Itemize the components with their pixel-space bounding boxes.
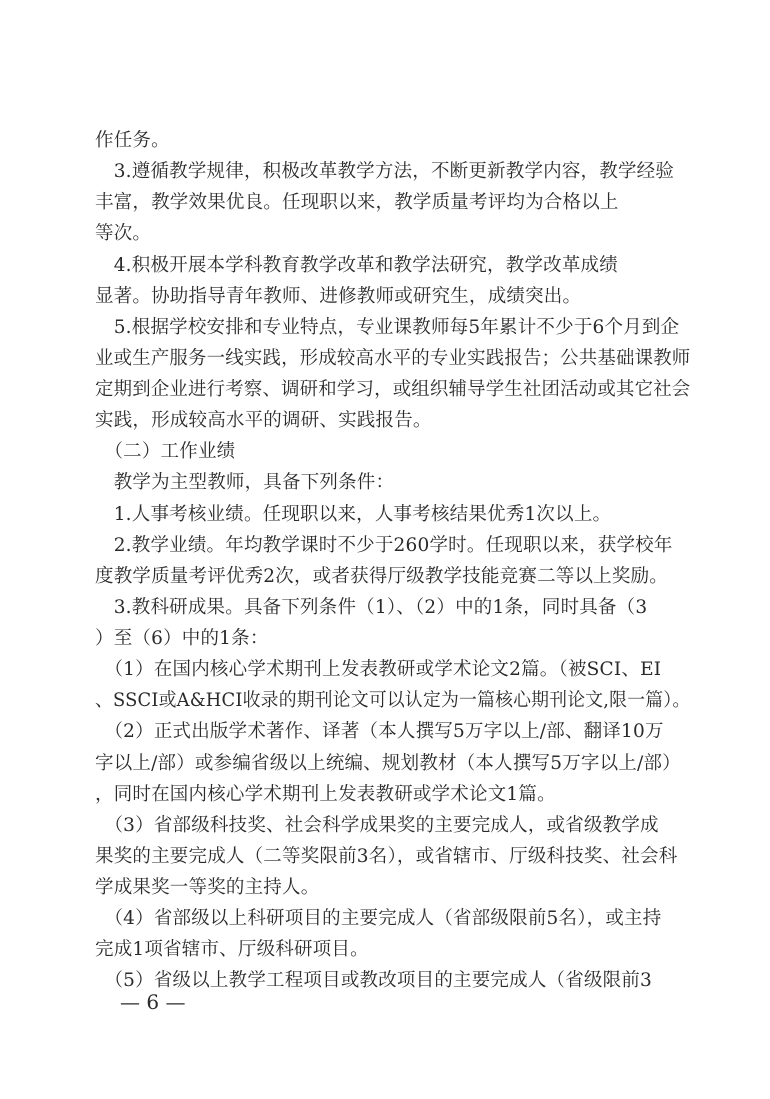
text-line: 学成果奖一等奖的主持人。 [95,877,320,898]
text-line: （2）正式出版学术著作、译著（本人撰写5万字以上/部、翻译10万 [95,721,664,742]
text-line: 3.教科研成果。具备下列条件（1）、（2）中的1条，同时具备（3 [95,597,648,618]
text-line: （1）在国内核心学术期刊上发表教研或学术论文2篇。（被SCI、EI [95,659,662,680]
text-line: （5）省级以上教学工程项目或教改项目的主要完成人（省级限前3 [95,970,652,991]
text-line: 教学为主型教师，具备下列条件： [95,472,395,493]
text-line: 业或生产服务一线实践，形成较高水平的专业实践报告；公共基础课教师 [95,348,691,369]
text-line: 定期到企业进行考察、调研和学习，或组织辅导学生社团活动或其它社会 [95,379,691,400]
text-line: 丰富，教学效果优良。任现职以来，教学质量考评均为合格以上 [95,192,619,213]
text-line: 果奖的主要完成人（二等奖限前3名），或省辖市、厅级科技奖、社会科 [95,846,678,867]
text-line: 2.教学业绩。年均教学课时不少于260学时。任现职以来，获学校年 [95,535,673,556]
text-line: 实践，形成较高水平的调研、实践报告。 [95,410,432,431]
page-number: — 6 — [120,990,186,1014]
text-line: 、SSCI或A&HCI收录的期刊论文可以认定为一篇核心期刊论文,限一篇）。 [95,690,691,711]
text-line: 4.积极开展本学科教育教学改革和教学法研究，教学改革成绩 [95,255,618,276]
text-line: 5.根据学校安排和专业特点，专业课教师每5年累计不少于6个月到企 [95,317,680,338]
text-line: （3）省部级科技奖、社会科学成果奖的主要完成人，或省级教学成 [95,815,659,836]
text-line: 1.人事考核业绩。任现职以来，人事考核结果优秀1次以上。 [95,504,612,525]
text-line: 显著。协助指导青年教师、进修教师或研究生，成绩突出。 [95,286,582,307]
text-line: ）至（6）中的1条： [95,628,269,649]
text-line: 完成1项省辖市、厅级科研项目。 [95,939,369,960]
text-line: 度教学质量考评优秀2次，或者获得厅级教学技能竞赛二等以上奖励。 [95,566,668,587]
section-heading: （二）工作业绩 [95,441,236,462]
text-line: 字以上/部）或参编省级以上统编、规划教材（本人撰写5万字以上/部） [95,753,681,774]
text-line: （4）省部级以上科研项目的主要完成人（省部级限前5名），或主持 [95,908,662,929]
text-line: 作任务。 [95,130,170,151]
text-line: 3.遵循教学规律，积极改革教学方法，不断更新教学内容，教学经验 [95,161,675,182]
text-line: 等次。 [95,223,152,244]
text-line: ，同时在国内核心学术期刊上发表教研或学术论文1篇。 [95,784,556,805]
